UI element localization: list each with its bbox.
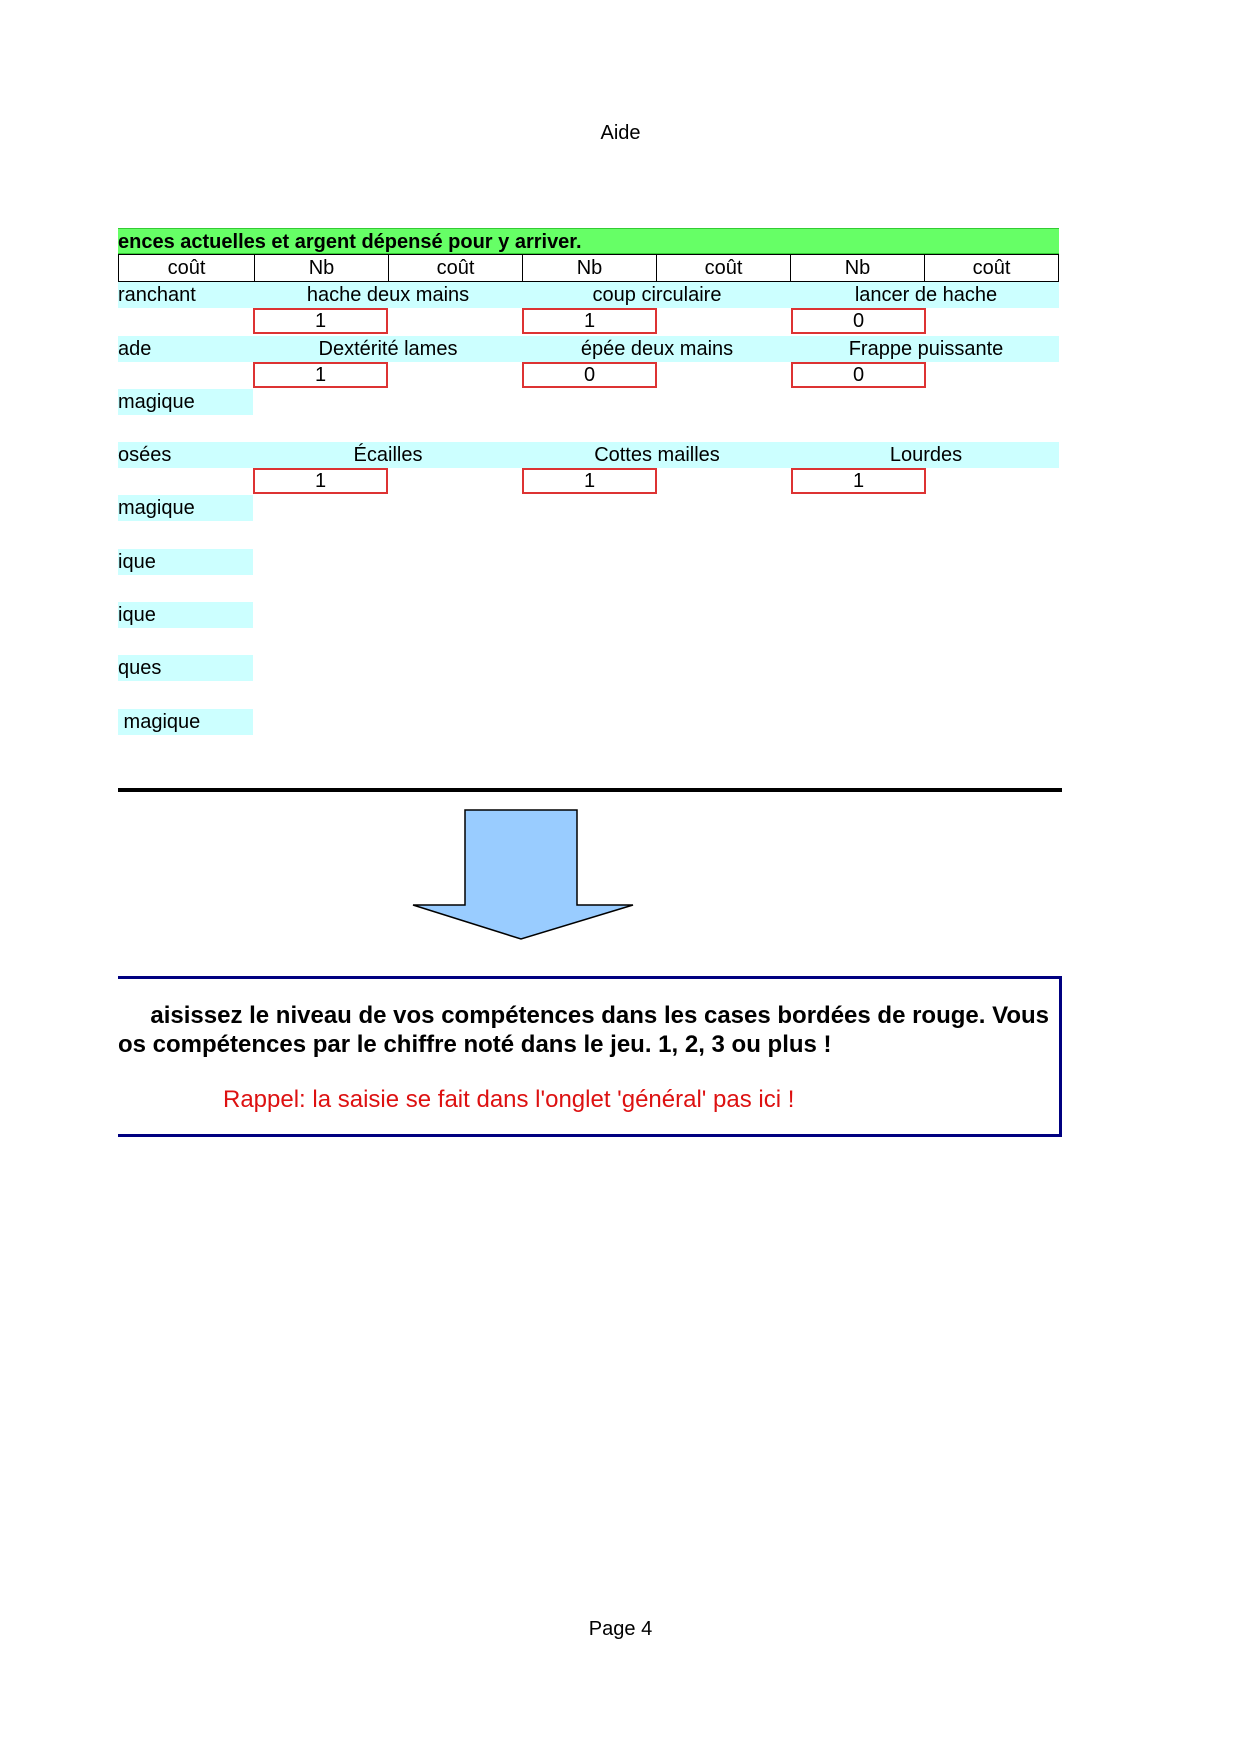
column-header-cout: coût [167, 257, 206, 279]
skill-name: lancer de hache [854, 284, 998, 306]
down-arrow-icon [410, 807, 636, 943]
column-header-nb: Nb [790, 255, 924, 281]
skill-level-input[interactable]: 0 [791, 362, 926, 388]
column-header-cout: coût [924, 255, 1058, 281]
skill-level-input[interactable]: 1 [253, 468, 388, 494]
page-header-title: Aide [600, 122, 641, 144]
instruction-line-2: os compétences par le chiffre noté dans le jeu. 1, 2, 3 ou plus ! [118, 1031, 832, 1058]
instruction-line-1: aisissez le niveau de vos compétences dans les cases bordées de rouge. Vous [150, 1002, 1049, 1029]
skill-level-input[interactable]: 1 [253, 362, 388, 388]
skill-name: Lourdes [889, 444, 963, 466]
skill-name: Dextérité lames [318, 338, 458, 360]
reminder-text: Rappel: la saisie se fait dans l'onglet 'général' pas ici ! [223, 1086, 795, 1113]
row-label: ique [118, 549, 253, 575]
row-label: osées [118, 444, 172, 466]
skill-name: Écailles [353, 444, 423, 466]
row-label: magique [118, 389, 253, 415]
page-number: Page 4 [588, 1618, 653, 1640]
column-header-nb: Nb [254, 255, 388, 281]
skill-level-input[interactable]: 1 [253, 308, 388, 334]
row-label: magique [118, 709, 253, 735]
skill-level-input[interactable]: 1 [522, 468, 657, 494]
skill-level-input[interactable]: 0 [791, 308, 926, 334]
row-label: magique [118, 495, 253, 521]
skill-name: Frappe puissante [848, 338, 1004, 360]
skill-level-input[interactable]: 1 [522, 308, 657, 334]
section-divider [118, 788, 1062, 792]
column-header-cout: coût [656, 255, 790, 281]
column-header-cout: coût [388, 255, 522, 281]
column-header-row [118, 254, 1059, 282]
skill-name: épée deux mains [580, 338, 734, 360]
row-label: ranchant [118, 284, 196, 306]
skill-name: hache deux mains [306, 284, 470, 306]
instruction-box [118, 976, 1062, 1137]
row-label: ique [118, 602, 253, 628]
column-header-nb: Nb [522, 255, 656, 281]
skill-level-input[interactable]: 1 [791, 468, 926, 494]
section-banner: ences actuelles et argent dépensé pour y arriver. [118, 228, 1059, 254]
row-label: ade [118, 338, 152, 360]
skill-name: Cottes mailles [594, 444, 720, 466]
skill-name: coup circulaire [592, 284, 722, 306]
row-label: ques [118, 655, 253, 681]
skill-level-input[interactable]: 0 [522, 362, 657, 388]
